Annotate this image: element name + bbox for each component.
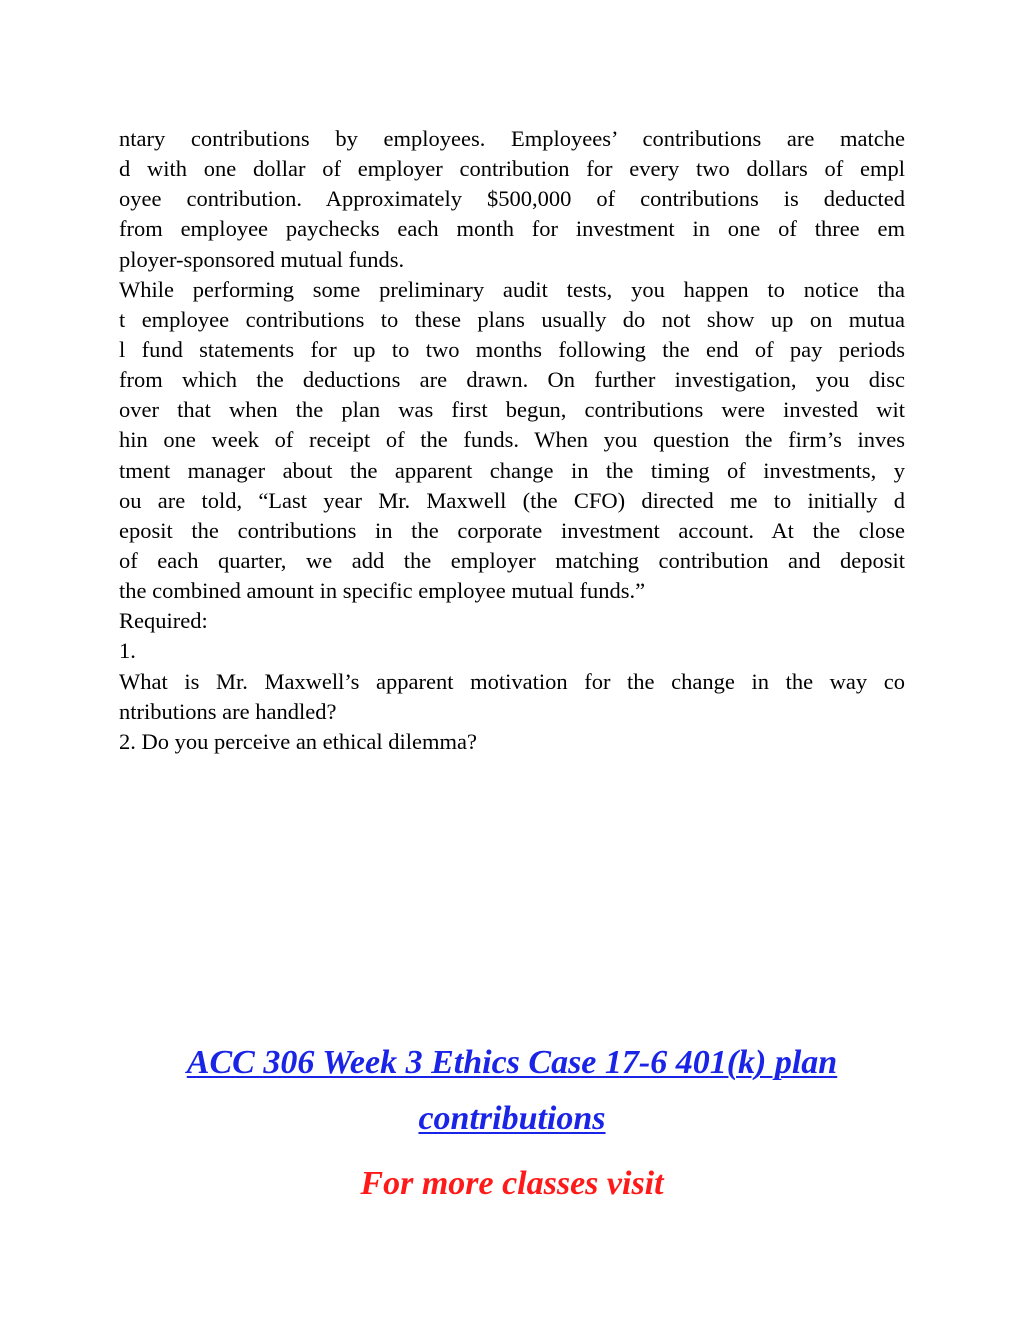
paragraph-2-line: hin one week of receipt of the funds. When you question the firm’s inves xyxy=(119,427,905,453)
question-1-number: 1. xyxy=(119,638,136,664)
question-1-line: ntributions are handled? xyxy=(119,698,337,724)
course-link-block xyxy=(0,1035,1024,1147)
paragraph-2-line: While performing some preliminary audit tests, you happen to notice tha xyxy=(119,276,905,302)
paragraph-2-line: the combined amount in specific employee mutual funds.” xyxy=(119,578,646,604)
paragraph-2-line: ou are told, “Last year Mr. Maxwell (the CFO) directed me to initially d xyxy=(119,487,905,513)
paragraph-2-line: tment manager about the apparent change in the timing of investments, y xyxy=(119,457,905,483)
question-2: 2. Do you perceive an ethical dilemma? xyxy=(119,728,477,754)
paragraph-2-line: from which the deductions are drawn. On further investigation, you disc xyxy=(119,367,905,393)
course-title-link-line-1[interactable]: ACC 306 Week 3 Ethics Case 17-6 401(k) plan xyxy=(186,1044,838,1081)
paragraph-1-line: oyee contribution. Approximately $500,000 of contributions is deducted xyxy=(119,186,905,212)
paragraph-1-line: d with one dollar of employer contribution for every two dollars of empl xyxy=(119,156,905,182)
paragraph-2-line: l fund statements for up to two months following the end of pay periods xyxy=(119,336,905,362)
more-classes-text: For more classes visit xyxy=(360,1165,664,1202)
required-label: Required: xyxy=(119,608,208,634)
paragraph-2-line: of each quarter, we add the employer matching contribution and deposit xyxy=(119,547,905,573)
paragraph-2-line: over that when the plan was first begun, contributions were invested wit xyxy=(119,397,905,423)
course-title-link-line-2[interactable]: contributions xyxy=(418,1100,606,1137)
paragraph-2-line: t employee contributions to these plans usually do not show up on mutua xyxy=(119,306,905,332)
question-1-line: What is Mr. Maxwell’s apparent motivation for the change in the way co xyxy=(119,668,905,694)
paragraph-1-line: ployer-sponsored mutual funds. xyxy=(119,246,405,272)
paragraph-1-line: from employee paychecks each month for investment in one of three em xyxy=(119,216,905,242)
paragraph-1-line: ntary contributions by employees. Employees’ contributions are matche xyxy=(119,126,905,151)
case-body-text xyxy=(119,124,905,757)
paragraph-2-line: eposit the contributions in the corporate investment account. At the close xyxy=(119,517,905,543)
